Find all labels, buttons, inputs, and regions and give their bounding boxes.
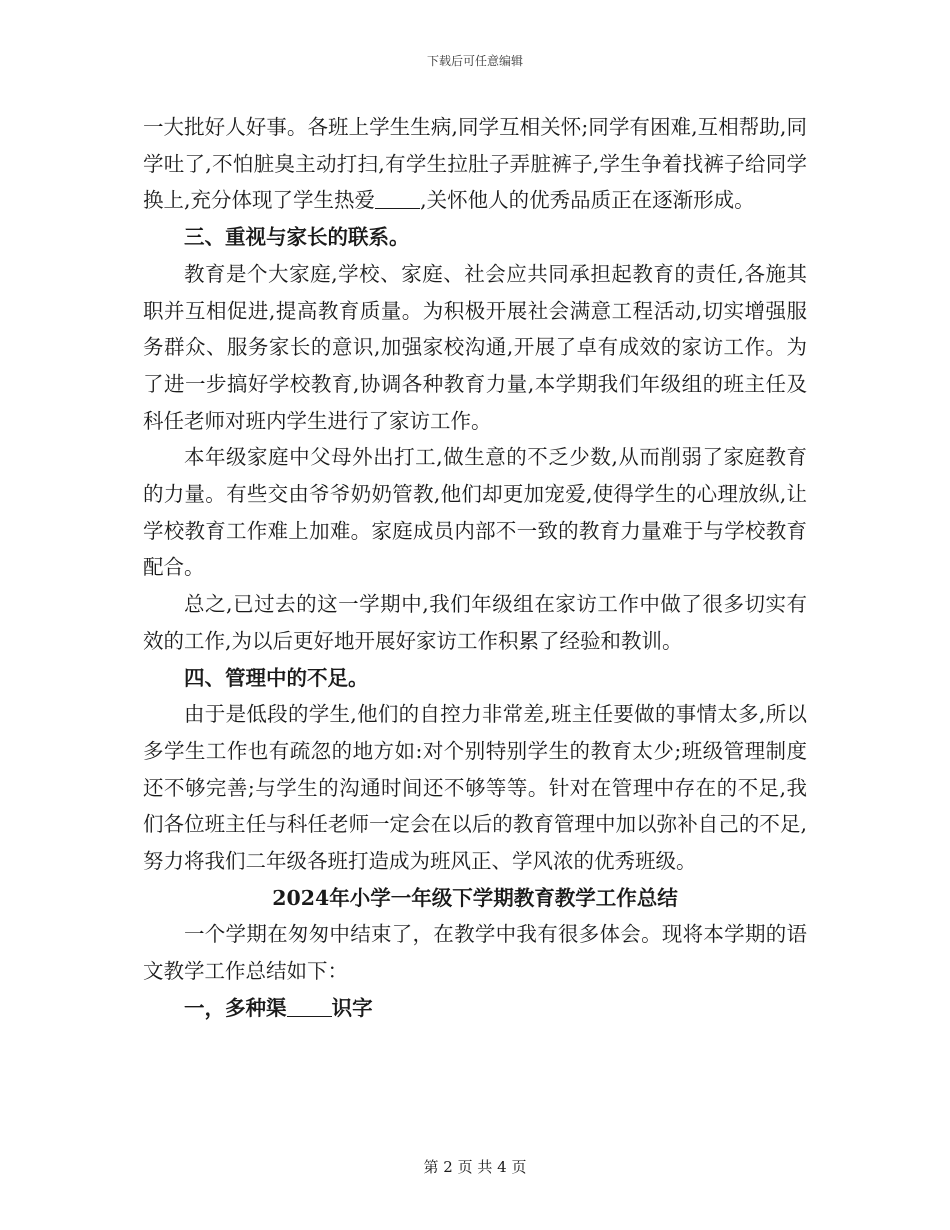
section-heading-shortcomings: 四、管理中的不足。	[184, 665, 369, 690]
paragraph-text: ,关怀他人的优秀品质正在逐渐形成。	[420, 188, 755, 213]
paragraph-text: 一大批好人好事。各班上学生生病,同学互相关怀;同学有困难,互相帮助,同学吐了,不怕脏臭主动打扫,有学生拉肚子弄脏裤子,学生争着找裤子给同学换上,充分体现了学生热爱	[143, 115, 807, 213]
heading-text: 一，多种渠	[184, 995, 287, 1020]
document-title: 2024年小学一年级下学期教育教学工作总结	[272, 885, 678, 910]
page-number: 第 2 页 共 4 页	[423, 1158, 527, 1176]
paragraph-summary: 总之,已过去的这一学期中,我们年级组在家访工作中做了很多切实有效的工作,为以后更好地开展好家访工作积累了经验和教训。	[143, 592, 807, 653]
paragraph-shortcomings: 由于是低段的学生,他们的自控力非常差,班主任要做的事情太多,所以多学生工作也有疏忽的地方如:对个别特别学生的教育太少;班级管理制度还不够完善;与学生的沟通时间还不够等等。针对在管理中存在的不足,我们各位班主任与科任老师一定会在以后的教育管理中加以弥补自己的不足,努力将我们二年级各班打造成为班风正、学风浓的优秀班级。	[143, 702, 807, 874]
paragraph-family-situation: 本年级家庭中父母外出打工,做生意的不乏少数,从而削弱了家庭教育的力量。有些交由爷爷奶奶管教,他们却更加宠爱,使得学生的心理放纵,让学校教育工作难上加难。家庭成员内部不一致的教育力量难于与学校教育配合。	[143, 445, 807, 580]
paragraph-good-deeds	[143, 109, 807, 219]
fill-blank	[287, 995, 332, 1017]
section-heading-literacy	[143, 990, 807, 1027]
page-header-note: 下载后可任意编辑	[426, 54, 523, 68]
fill-blank	[375, 188, 420, 210]
paragraph-intro: 一个学期在匆匆中结束了，在教学中我有很多体会。现将本学期的语文教学工作总结如下：	[143, 922, 807, 984]
paragraph-home-visits: 教育是个大家庭,学校、家庭、社会应共同承担起教育的责任,各施其职并互相促进,提高教育质量。为积极开展社会满意工程活动,切实增强服务群众、服务家长的意识,加强家校沟通,开展了卓有成效的家访工作。为了进一步搞好学校教育,协调各种教育力量,本学期我们年级组的班主任及科任老师对班内学生进行了家访工作。	[143, 261, 807, 433]
heading-text: 识字	[331, 995, 373, 1020]
document-body	[143, 109, 807, 1027]
section-heading-parents: 三、重视与家长的联系。	[184, 225, 410, 250]
